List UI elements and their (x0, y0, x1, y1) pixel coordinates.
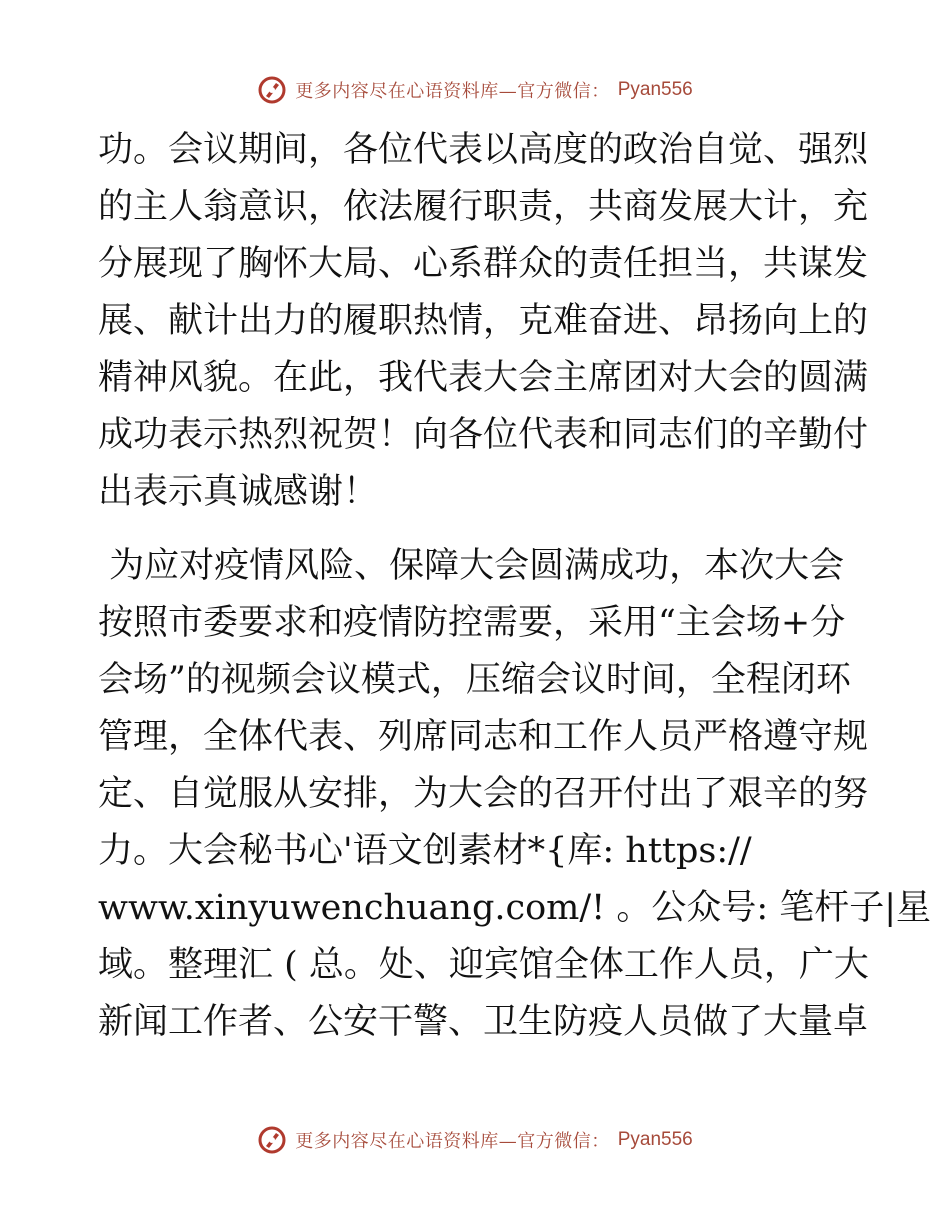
text-line: 会场”的视频会议模式，压缩会议时间，全程闭环 (98, 660, 851, 700)
paragraph-1 (98, 122, 869, 521)
footer-banner-text: 更多内容尽在心语资料库—官方微信： (295, 1131, 610, 1152)
text-line: 定、自觉服从安排，为大会的召开付出了艰辛的努 (98, 774, 869, 814)
header-banner-id: Pyan556 (617, 79, 693, 100)
text-line: 新闻工作者、公安干警、卫生防疫人员做了大量卓 (98, 1002, 869, 1042)
text-line: 功。会议期间，各位代表以高度的政治自觉、强烈 (98, 130, 869, 170)
text-line: 分展现了胸怀大局、心系群众的责任担当，共谋发 (98, 244, 869, 284)
text-line: 成功表示热烈祝贺！向各位代表和同志们的辛勤付 (98, 415, 869, 455)
document-body (98, 122, 932, 1051)
footer-banner-id: Pyan556 (617, 1129, 693, 1150)
text-line: 为应对疫情风险、保障大会圆满成功，本次大会 (98, 546, 845, 586)
footer-banner (0, 1120, 950, 1160)
text-line: 精神风貌。在此，我代表大会主席团对大会的圆满 (98, 358, 869, 398)
text-line: 按照市委要求和疫情防控需要，采用“主会场+分 (98, 603, 846, 643)
text-line: 展、献计出力的履职热情，克难奋进、昂扬向上的 (98, 301, 869, 341)
text-line: 的主人翁意识，依法履行职责，共商发展大计，充 (98, 187, 869, 227)
text-line: 力。大会秘书心'语文创素材*{库: https:// (98, 831, 752, 871)
header-banner (0, 70, 950, 110)
text-line: 域。整理汇 ( 总。处、迎宾馆全体工作人员，广大 (98, 945, 869, 985)
logo-icon (257, 75, 287, 105)
text-line: 管理，全体代表、列席同志和工作人员严格遵守规 (98, 717, 869, 757)
header-banner-text: 更多内容尽在心语资料库—官方微信： (295, 81, 610, 102)
text-line: 出表示真诚感谢！ (98, 472, 379, 512)
text-line: www.xinyuwenchuang.com/! 。公众号: 笔杆子|星 (98, 888, 932, 928)
logo-icon (257, 1125, 287, 1155)
paragraph-2 (98, 538, 932, 1051)
